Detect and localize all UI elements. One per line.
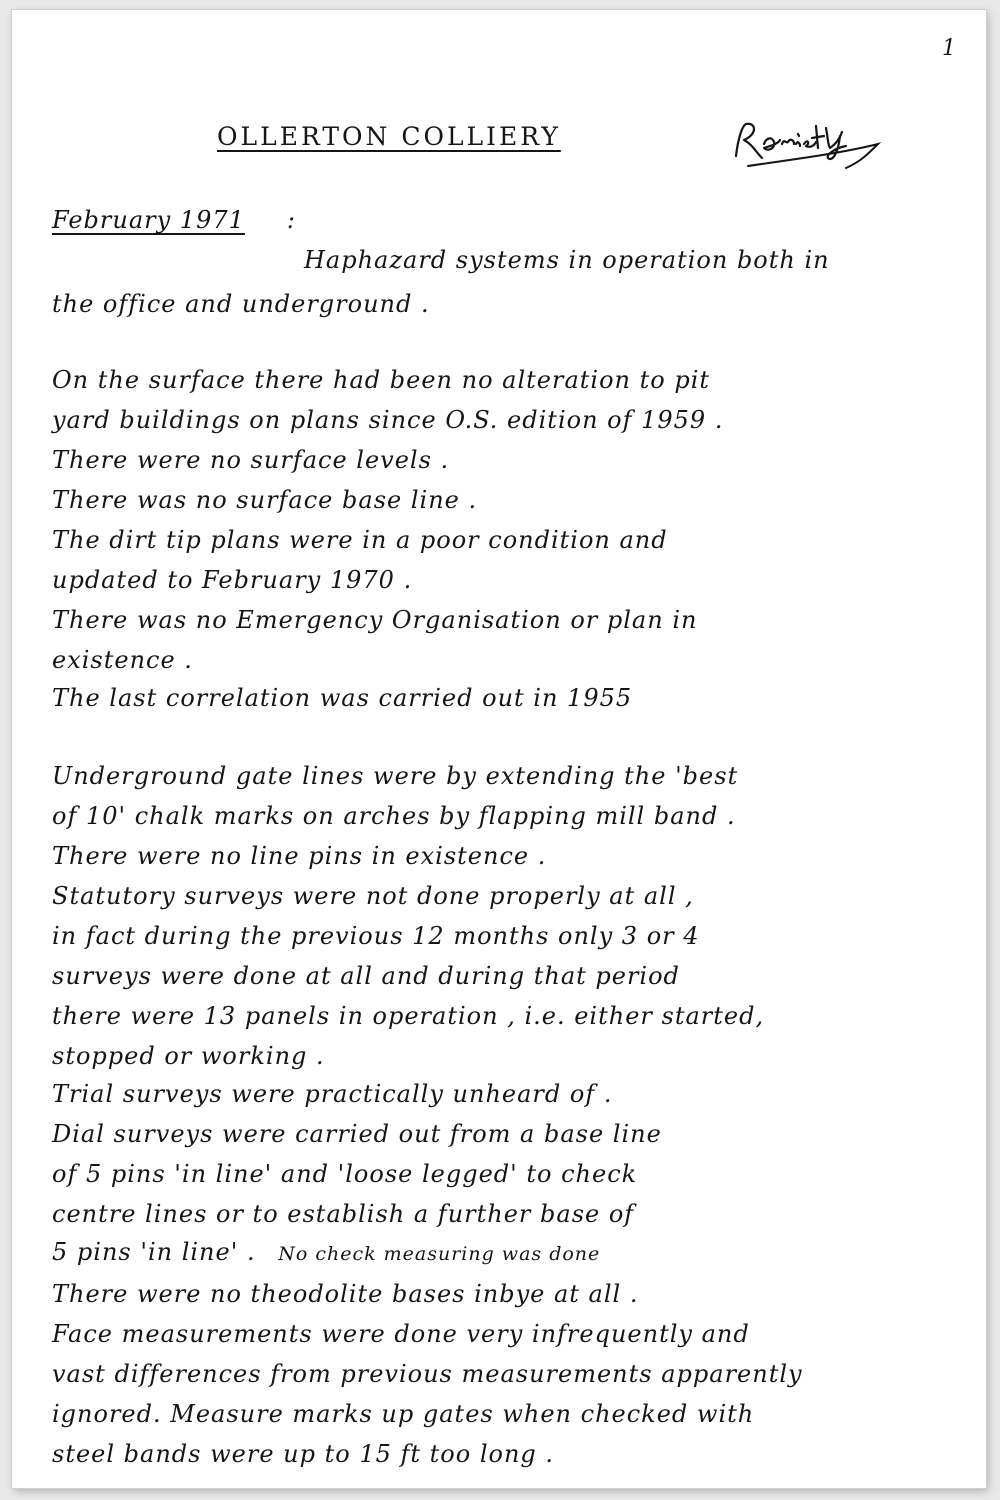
surface-line-1: On the surface there had been no alteration to pit xyxy=(52,366,711,394)
underground-line-11: of 5 pins 'in line' and 'loose legged' to check xyxy=(52,1160,638,1188)
intro-line-1: Haphazard systems in operation both in xyxy=(304,246,830,274)
underground-line-17: ignored. Measure marks up gates when checked with xyxy=(52,1400,755,1428)
date-label: February 1971 xyxy=(52,206,245,234)
underground-line-16: vast differences from previous measurements apparently xyxy=(52,1360,803,1388)
document-page xyxy=(12,10,986,1488)
underground-line-3: There were no line pins in existence . xyxy=(52,842,547,870)
underground-line-5: in fact during the previous 12 months only 3 or 4 xyxy=(52,922,700,950)
surface-line-3: There were no surface levels . xyxy=(52,446,450,474)
underground-line-13 xyxy=(52,1238,600,1266)
intro-line-2: the office and underground . xyxy=(52,290,430,318)
surface-line-9: The last correlation was carried out in 1955 xyxy=(52,684,633,712)
underground-line-15: Face measurements were done very infrequently and xyxy=(52,1320,750,1348)
surface-line-8: existence . xyxy=(52,646,193,674)
signature xyxy=(728,114,888,174)
underground-line-7: there were 13 panels in operation , i.e. either started, xyxy=(52,1002,765,1030)
underground-line-14: There were no theodolite bases inbye at all . xyxy=(52,1280,639,1308)
underground-line-9: Trial surveys were practically unheard of . xyxy=(52,1080,613,1108)
underground-line-13-text: 5 pins 'in line' . xyxy=(52,1238,256,1266)
underground-line-2: of 10' chalk marks on arches by flapping mill band . xyxy=(52,802,736,830)
underground-line-4: Statutory surveys were not done properly at all , xyxy=(52,882,694,910)
surface-line-7: There was no Emergency Organisation or plan in xyxy=(52,606,698,634)
underground-line-6: surveys were done at all and during that period xyxy=(52,962,680,990)
surface-line-2: yard buildings on plans since O.S. edition of 1959 . xyxy=(52,406,724,434)
underground-line-1: Underground gate lines were by extending the 'best xyxy=(52,762,739,790)
page-title: OLLERTON COLLIERY xyxy=(217,122,561,151)
date-colon: : xyxy=(286,206,296,234)
page-number: 1 xyxy=(942,36,957,61)
underground-line-18: steel bands were up to 15 ft too long . xyxy=(52,1440,555,1468)
surface-line-4: There was no surface base line . xyxy=(52,486,478,514)
surface-line-5: The dirt tip plans were in a poor condition and xyxy=(52,526,668,554)
surface-line-6: updated to February 1970 . xyxy=(52,566,413,594)
underground-line-13-note: No check measuring was done xyxy=(278,1243,601,1265)
underground-line-8: stopped or working . xyxy=(52,1042,325,1070)
date-heading xyxy=(52,206,296,234)
underground-line-10: Dial surveys were carried out from a base line xyxy=(52,1120,662,1148)
underground-line-12: centre lines or to establish a further base of xyxy=(52,1200,635,1228)
